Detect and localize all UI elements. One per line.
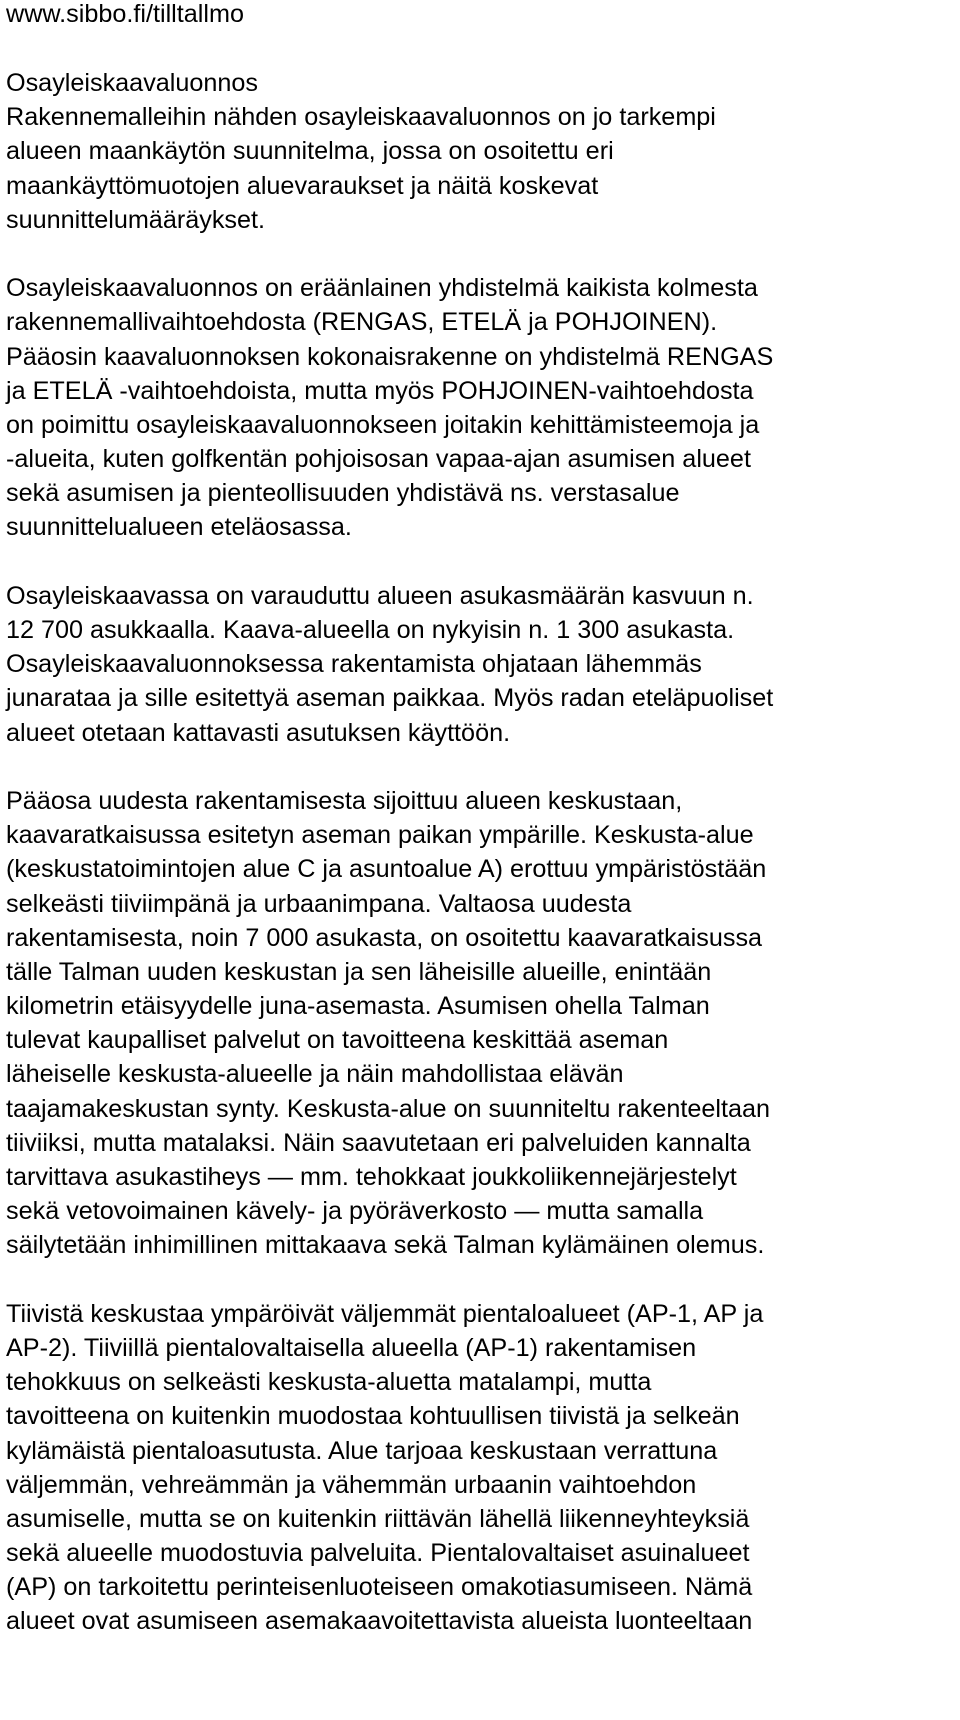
- paragraph-combination: [6, 271, 956, 545]
- document-page: [6, 0, 956, 1639]
- text-line: säilytetään inhimillinen mittakaava sekä Talman kylämäinen olemus.: [6, 1231, 765, 1260]
- text-line: ja ETELÄ -vaihtoehdoista, mutta myös POHJOINEN-vaihtoehdosta: [6, 376, 754, 405]
- source-url: www.sibbo.fi/tilltallmo: [6, 0, 244, 28]
- text-line: Osayleiskaavaluonnoksessa rakentamista ohjataan lähemmäs: [6, 650, 702, 679]
- spacer: [6, 545, 956, 579]
- text-line: (keskustatoimintojen alue C ja asuntoalue A) erottuu ympäristöstään: [6, 855, 767, 884]
- text-line: kilometrin etäisyydelle juna-asemasta. Asumisen ohella Talman: [6, 992, 710, 1021]
- text-line: sekä alueelle muodostuvia palveluita. Pientalovaltaiset asuinalueet: [6, 1539, 750, 1568]
- text-line: tiiviiksi, mutta matalaksi. Näin saavutetaan eri palveluiden kannalta: [6, 1128, 751, 1157]
- text-line: rakentamisesta, noin 7 000 asukasta, on osoitettu kaavaratkaisussa: [6, 923, 763, 952]
- text-line: taajamakeskustan synty. Keskusta-alue on suunniteltu rakenteeltaan: [6, 1094, 771, 1123]
- text-line: (AP) on tarkoitettu perinteisenluoteiseen omakotiasumiseen. Nämä: [6, 1573, 753, 1602]
- text-line: tavoitteena on kuitenkin muodostaa kohtuullisen tiivistä ja selkeän: [6, 1402, 740, 1431]
- text-line: suunnittelumääräykset.: [6, 205, 266, 234]
- spacer: [6, 750, 956, 784]
- text-line: asumiselle, mutta se on kuitenkin riittävän lähellä liikenneyhteyksiä: [6, 1504, 750, 1533]
- paragraph-population: [6, 579, 956, 750]
- paragraph-center: [6, 784, 956, 1263]
- paragraph-intro: [6, 66, 956, 237]
- text-line: Tiivistä keskustaa ympäröivät väljemmät pientaloalueet (AP-1, AP ja: [6, 1299, 764, 1328]
- section-heading: Osayleiskaavaluonnos: [6, 69, 259, 97]
- text-line: -alueita, kuten golfkentän pohjoisosan vapaa-ajan asumisen alueet: [6, 445, 751, 474]
- spacer: [6, 237, 956, 271]
- text-line: Rakennemalleihin nähden osayleiskaavaluonnos on jo tarkempi: [6, 103, 716, 132]
- text-line: junarataa ja sille esitettyä aseman paikkaa. Myös radan eteläpuoliset: [6, 684, 774, 713]
- spacer: [6, 28, 956, 66]
- text-line: kylämäistä pientaloasutusta. Alue tarjoaa keskustaan verrattuna: [6, 1436, 718, 1465]
- text-line: Osayleiskaavassa on varauduttu alueen asukasmäärän kasvuun n.: [6, 581, 754, 610]
- text-line: suunnittelualueen eteläosassa.: [6, 513, 352, 542]
- text-line: alueen maankäytön suunnitelma, jossa on osoitettu eri: [6, 137, 614, 166]
- text-line: on poimittu osayleiskaavaluonnokseen joitakin kehittämisteemoja ja: [6, 410, 760, 439]
- text-line: Pääosin kaavaluonnoksen kokonaisrakenne on yhdistelmä RENGAS: [6, 342, 774, 371]
- text-line: Pääosa uudesta rakentamisesta sijoittuu alueen keskustaan,: [6, 786, 683, 815]
- text-line: alueet ovat asumiseen asemakaavoitettavista alueista luonteeltaan: [6, 1607, 753, 1636]
- text-line: läheiselle keskusta-alueelle ja näin mahdollistaa elävän: [6, 1060, 624, 1089]
- text-line: väljemmän, vehreämmän ja vähemmän urbaanin vaihtoehdon: [6, 1470, 697, 1499]
- spacer: [6, 1263, 956, 1297]
- text-line: alueet otetaan kattavasti asutuksen käyttöön.: [6, 718, 511, 747]
- text-line: kaavaratkaisussa esitetyn aseman paikan ympärille. Keskusta-alue: [6, 821, 754, 850]
- text-line: tälle Talman uuden keskustan ja sen läheisille alueille, enintään: [6, 957, 712, 986]
- text-line: maankäyttömuotojen aluevaraukset ja näitä koskevat: [6, 171, 599, 200]
- text-line: Osayleiskaavaluonnos on eräänlainen yhdistelmä kaikista kolmesta: [6, 274, 758, 303]
- text-line: sekä asumisen ja pienteollisuuden yhdistävä ns. verstasalue: [6, 479, 680, 508]
- text-line: 12 700 asukkaalla. Kaava-alueella on nykyisin n. 1 300 asukasta.: [6, 616, 735, 644]
- text-line: tulevat kaupalliset palvelut on tavoitteena keskittää aseman: [6, 1026, 669, 1055]
- text-line: tehokkuus on selkeästi keskusta-aluetta matalampi, mutta: [6, 1368, 652, 1397]
- text-line: rakennemallivaihtoehdosta (RENGAS, ETELÄ ja POHJOINEN).: [6, 308, 718, 337]
- text-line: selkeästi tiiviimpänä ja urbaanimpana. Valtaosa uudesta: [6, 889, 632, 918]
- paragraph-residential: [6, 1297, 956, 1639]
- text-line: sekä vetovoimainen kävely- ja pyöräverkosto — mutta samalla: [6, 1197, 704, 1226]
- text-line: AP-2). Tiiviillä pientalovaltaisella alueella (AP-1) rakentamisen: [6, 1333, 697, 1362]
- text-line: tarvittava asukastiheys — mm. tehokkaat joukkoliikennejärjestelyt: [6, 1163, 737, 1191]
